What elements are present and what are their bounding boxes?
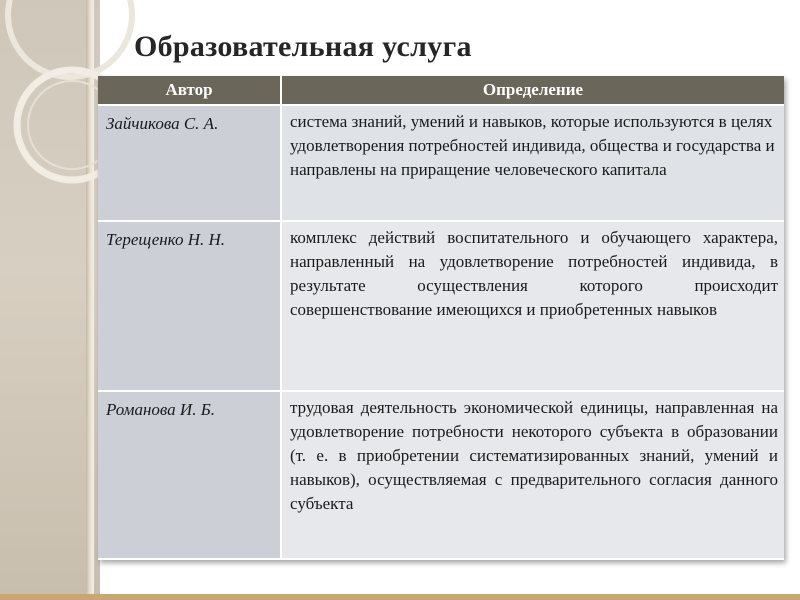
definitions-table <box>98 76 784 560</box>
slide-title: Образовательная услуга <box>134 30 472 63</box>
deco-ring-top <box>8 0 132 77</box>
header-author: Автор <box>98 76 281 105</box>
table-row <box>98 221 784 391</box>
author-cell: Романова И. Б. <box>98 391 281 559</box>
table-row <box>98 105 784 221</box>
author-cell: Терещенко Н. Н. <box>98 221 281 391</box>
definition-cell: комплекс действий воспитательного и обучающего характера, направленный на удовлетворение потребностей индивида, в результате осуществления которого происходит совершенствование имеющихся и приобретенных навыков <box>281 221 784 391</box>
bottom-edge-strip <box>0 594 800 600</box>
header-definition: Определение <box>281 76 784 105</box>
definition-cell: трудовая деятельность экономической единицы, направленная на удовлетворение потребности некоторого субъекта в образовании (т. е. в приобретении систематизированных знаний, умений и навыков), осуществляемая с предварительного согласия данного субъекта <box>281 391 784 559</box>
author-cell: Зайчикова С. А. <box>98 105 281 221</box>
definition-cell: система знаний, умений и навыков, которые используются в целях удовлетворения потребностей индивида, общества и государства и направлены на приращение человеческого капитала <box>281 105 784 221</box>
table-header-row <box>98 76 784 105</box>
table-row <box>98 391 784 559</box>
